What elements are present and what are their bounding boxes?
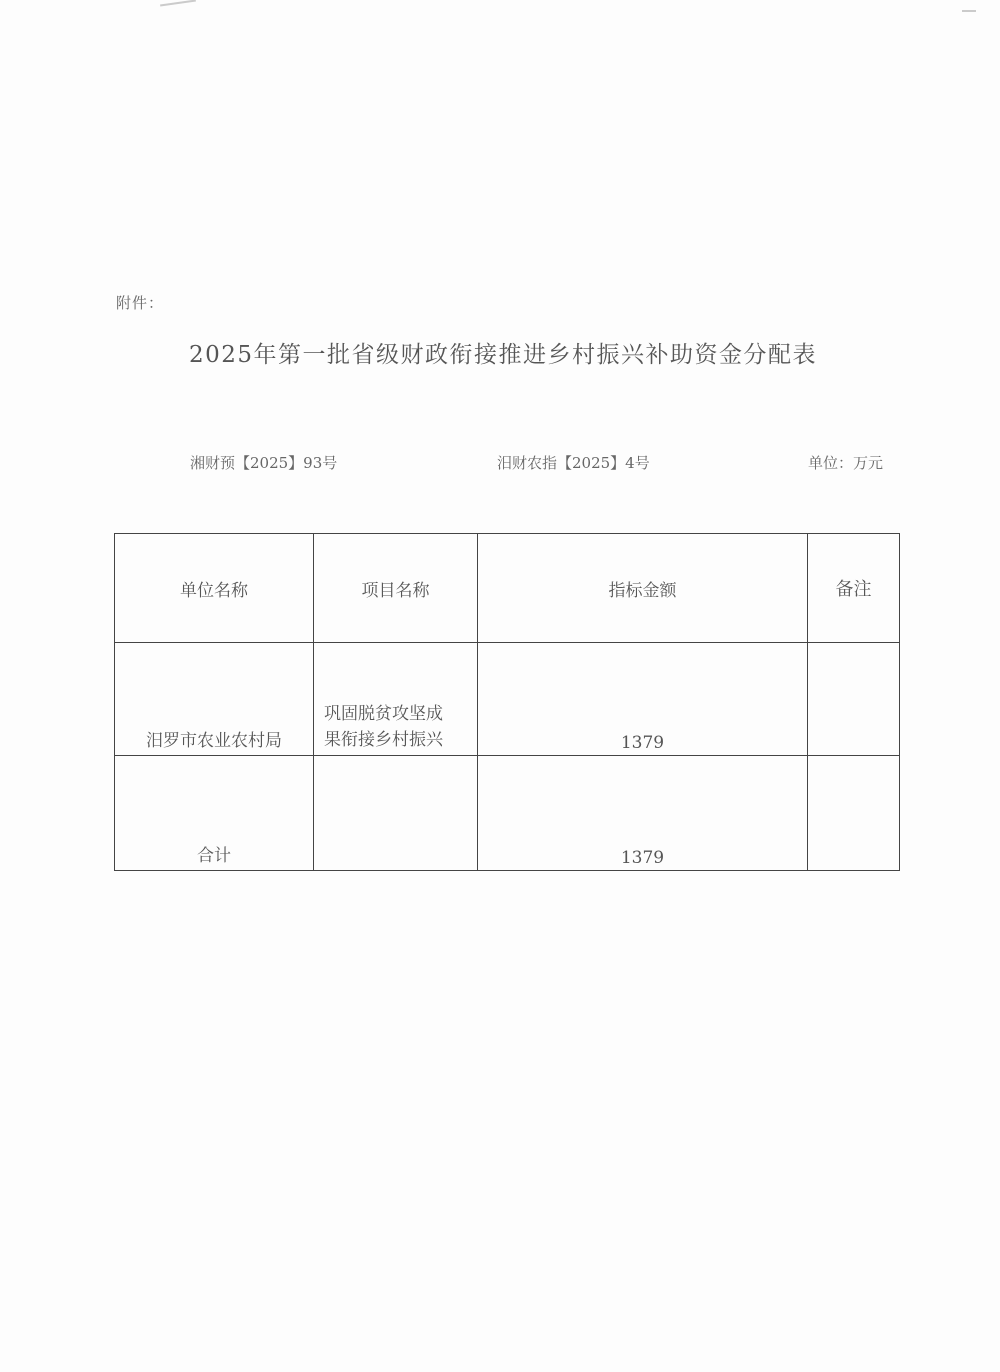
header-unit-name: 单位名称 <box>115 534 314 643</box>
attachment-label: 附件： <box>116 294 165 312</box>
allocation-table <box>114 533 900 871</box>
cell-note <box>808 643 900 756</box>
total-amount: 1379 <box>478 756 808 871</box>
cell-project-name <box>314 643 478 756</box>
table-header-row <box>115 534 900 643</box>
total-project <box>314 756 478 871</box>
total-label: 合计 <box>115 756 314 871</box>
header-note: 备注 <box>808 534 900 643</box>
doc-number-provincial: 湘财预【2025】93号 <box>190 454 338 472</box>
unit-note: 单位：万元 <box>808 454 884 472</box>
scan-artifact <box>160 0 196 6</box>
project-line-2: 果衔接乡村振兴 <box>324 730 443 750</box>
header-project-name: 项目名称 <box>314 534 478 643</box>
page-title: 2025年第一批省级财政衔接推进乡村振兴补助资金分配表 <box>188 342 818 368</box>
total-note <box>808 756 900 871</box>
header-amount: 指标金额 <box>478 534 808 643</box>
table-row <box>115 643 900 756</box>
table-total-row <box>115 756 900 871</box>
cell-amount: 1379 <box>478 643 808 756</box>
doc-number-city: 汨财农指【2025】4号 <box>497 454 650 472</box>
cell-unit-name: 汨罗市农业农村局 <box>115 643 314 756</box>
project-line-1: 巩固脱贫攻坚成 <box>324 704 443 724</box>
scan-artifact <box>962 10 976 12</box>
